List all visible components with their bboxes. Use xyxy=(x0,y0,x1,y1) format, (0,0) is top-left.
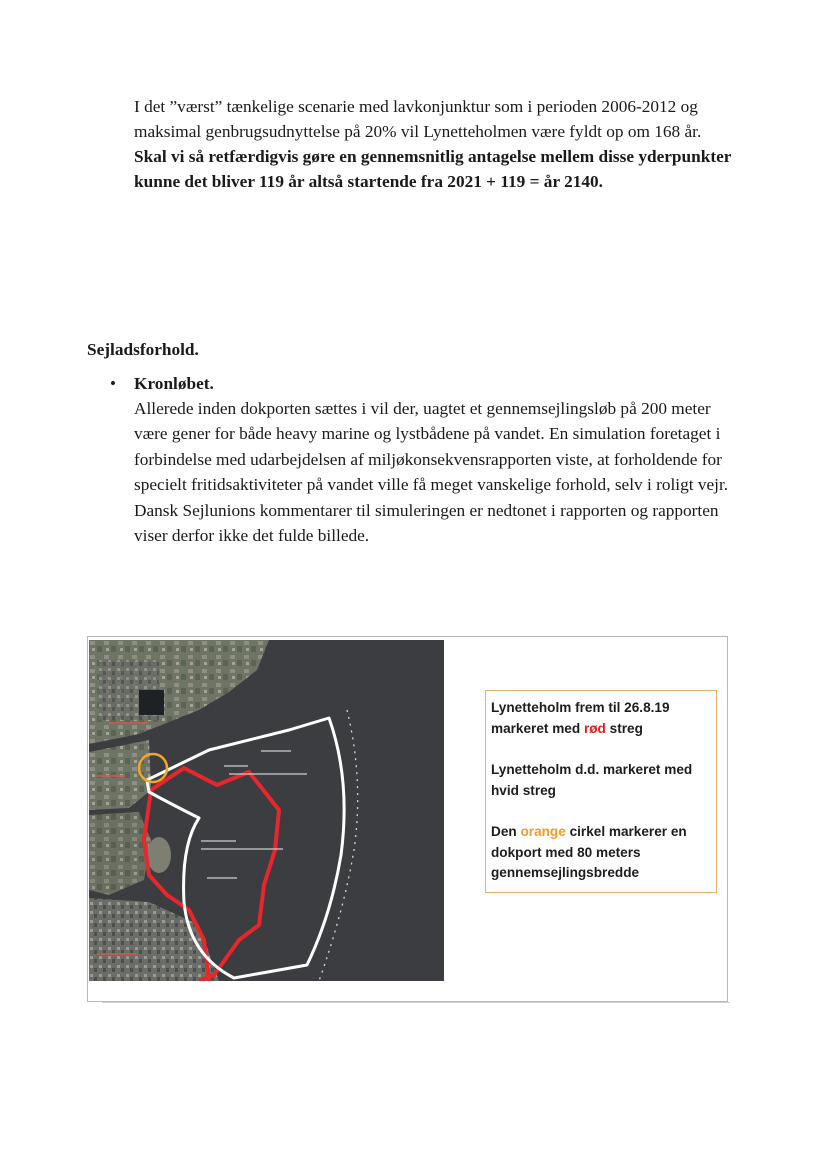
bullet-marker: • xyxy=(110,374,116,393)
intro-bold-text: Skal vi så retfærdigvis gøre en gennemsnitlig antagelse mellem disse yderpunkter kunne det bliver 119 år altså startende fra 2021 + 119 = år 2140. xyxy=(134,147,732,191)
intro-paragraph xyxy=(134,94,734,194)
legend-item-red: Lynetteholm frem til 26.8.19 markeret med rød streg xyxy=(491,700,670,736)
aerial-map-image xyxy=(89,640,444,981)
intro-normal-text: I det ”værst” tænkelige scenarie med lavkonjunktur som i perioden 2006-2012 og maksimal genbrugsudnyttelse på 20% vil Lynetteholmen være fyldt op om 168 år. xyxy=(134,97,702,141)
bullet-title: Kronløbet. xyxy=(134,374,214,393)
map-legend xyxy=(485,690,717,893)
figure-bottom-rule xyxy=(102,1002,730,1003)
legend-item-orange: Den orange cirkel markerer en dokport med 80 meters gennemsejlingsbredde xyxy=(491,824,687,880)
section-title: Sejladsforhold. xyxy=(87,340,199,359)
bullet-body: Allerede inden dokporten sættes i vil der, uagtet et gennemsejlingsløb på 200 meter være gener for både heavy marine og lystbådene på vandet. En simulation foretaget i forbindelse med udarbejdelsen af miljøkonsekvensrapporten viste, at forholdende for specielt fritidsaktiviteter på vandet ville få meget vanskelige forhold, selv i roligt vejr. Dansk Sejlunions kommentarer til simuleringen er nedtonet i rapporten og rapporten viser derfor ikke det fulde billede. xyxy=(134,399,729,546)
legend-item-white: Lynetteholm d.d. markeret med hvid streg xyxy=(491,762,693,798)
map-figure xyxy=(87,636,728,1002)
